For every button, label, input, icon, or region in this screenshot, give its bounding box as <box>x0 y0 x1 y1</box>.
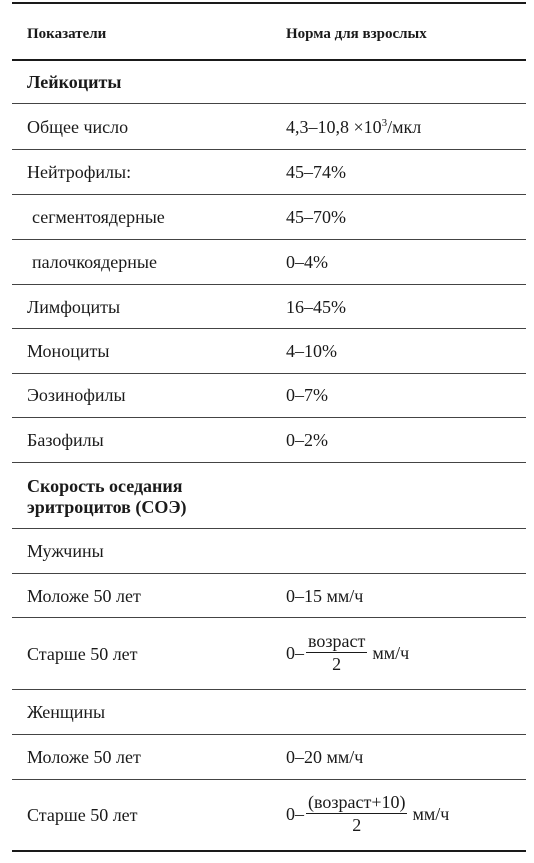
row-value-lymphocytes: 16–45% <box>286 297 346 317</box>
row-value-women-under50: 0–20 мм/ч <box>286 747 364 767</box>
row-divider <box>12 149 526 150</box>
row-value-monocytes: 4–10% <box>286 341 337 361</box>
row-divider <box>12 689 526 690</box>
row-value-band: 0–4% <box>286 252 328 272</box>
row-value-neutrophils: 45–74% <box>286 162 346 182</box>
row-label-men: Мужчины <box>27 541 104 561</box>
row-value-men-under50: 0–15 мм/ч <box>286 586 364 606</box>
row-divider <box>12 573 526 574</box>
row-label-women-under50: Моложе 50 лет <box>27 747 141 767</box>
row-divider <box>12 528 526 529</box>
row-divider <box>12 103 526 104</box>
row-divider <box>12 284 526 285</box>
row-label-men-over50: Старше 50 лет <box>27 644 138 664</box>
fraction: $\frac{\text{возраст}}{2}$ <box>308 631 366 674</box>
row-value-segmented: 45–70% <box>286 207 346 227</box>
row-value-total: $4,3-10,8 \times 10^3$/мкл <box>286 117 422 137</box>
table-bottom-border <box>12 850 526 852</box>
row-label-basophils: Базофилы <box>27 430 104 450</box>
row-label-eosinophils: Эозинофилы <box>27 385 126 405</box>
row-value-women-over50: 0– $\frac{\text{(возраст+10)}}{2}$ мм/ч <box>286 792 450 835</box>
row-label-segmented: сегментоядерные <box>32 207 165 227</box>
row-divider <box>12 328 526 329</box>
section-title-esr-line2: эритроцитов (СОЭ) <box>27 497 187 517</box>
row-divider <box>12 239 526 240</box>
row-label-neutrophils: Нейтрофилы: <box>27 162 132 182</box>
row-label-monocytes: Моноциты <box>27 341 110 361</box>
header-bottom-border <box>12 59 526 61</box>
row-divider <box>12 462 526 463</box>
row-value-eosinophils: 0–7% <box>286 385 328 405</box>
row-label-women: Женщины <box>27 702 106 722</box>
fraction: $\frac{\text{(возраст+10)}}{2}$ <box>308 792 406 835</box>
row-divider <box>12 417 526 418</box>
row-value-men-over50: 0– $\frac{\text{возраст}}{2}$ мм/ч <box>286 631 410 674</box>
header-adult-norm: Норма для взрослых <box>286 26 427 42</box>
row-label-band: палочкоядерные <box>32 252 157 272</box>
row-divider <box>12 194 526 195</box>
row-divider <box>12 734 526 735</box>
row-label-women-over50: Старше 50 лет <box>27 805 138 825</box>
header-indicators: Показатели <box>27 26 107 42</box>
section-title-esr-line1: Скорость оседания <box>27 476 183 496</box>
table-top-border <box>12 2 526 4</box>
row-divider <box>12 779 526 780</box>
row-divider <box>12 373 526 374</box>
row-label-total: Общее число <box>27 117 129 137</box>
row-label-men-under50: Моложе 50 лет <box>27 586 141 606</box>
row-value-basophils: 0–2% <box>286 430 328 450</box>
section-title-leukocytes: Лейкоциты <box>27 72 122 92</box>
row-label-lymphocytes: Лимфоциты <box>27 297 121 317</box>
row-divider <box>12 617 526 618</box>
